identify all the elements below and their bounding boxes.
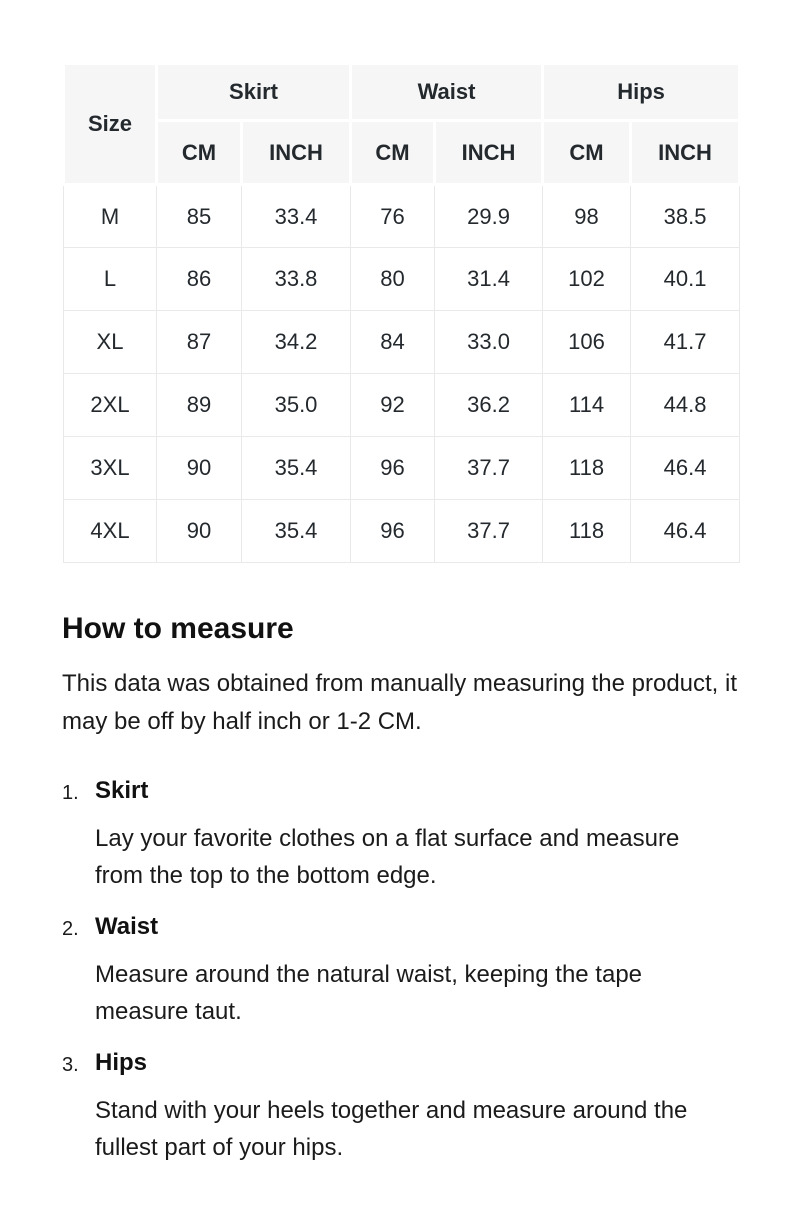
waist-cm-cell: 96 xyxy=(351,500,435,563)
skirt-cm-cell: 90 xyxy=(157,500,242,563)
waist-cm-cell: 96 xyxy=(351,437,435,500)
waist-inch-cell: 36.2 xyxy=(435,374,543,437)
list-item-number: 3. xyxy=(62,1054,79,1076)
waist-inch-cell: 37.7 xyxy=(435,437,543,500)
skirt-inch-cell: 34.2 xyxy=(242,311,351,374)
list-item-body xyxy=(95,913,738,1030)
size-cell: M xyxy=(64,185,157,248)
list-item-description: Measure around the natural waist, keeping the tape measure taut. xyxy=(95,961,643,1025)
skirt-inch-cell: 35.4 xyxy=(242,437,351,500)
column-group-skirt: Skirt xyxy=(157,64,351,121)
column-header-size: Size xyxy=(64,64,157,185)
column-group-hips: Hips xyxy=(543,64,740,121)
waist-inch-cell: 37.7 xyxy=(435,500,543,563)
hips-cm-cell: 114 xyxy=(543,374,631,437)
table-row xyxy=(64,437,740,500)
list-item-title: Skirt xyxy=(95,777,149,804)
size-cell: L xyxy=(64,248,157,311)
hips-cm-cell: 118 xyxy=(543,437,631,500)
hips-inch-cell: 40.1 xyxy=(631,248,740,311)
column-header-skirt-cm: CM xyxy=(157,121,242,185)
table-group-header-row xyxy=(64,64,740,121)
list-item-description: Lay your favorite clothes on a flat surface and measure from the top to the bottom edge. xyxy=(95,825,680,889)
hips-inch-cell: 41.7 xyxy=(631,311,740,374)
table-row xyxy=(64,500,740,563)
list-item-number: 1. xyxy=(62,782,79,804)
hips-cm-cell: 106 xyxy=(543,311,631,374)
list-item-number: 2. xyxy=(62,918,79,940)
skirt-inch-cell: 35.4 xyxy=(242,500,351,563)
hips-inch-cell: 38.5 xyxy=(631,185,740,248)
list-item-skirt xyxy=(62,777,738,894)
size-chart-table xyxy=(62,62,741,563)
size-cell: 2XL xyxy=(64,374,157,437)
size-cell: 4XL xyxy=(64,500,157,563)
skirt-cm-cell: 87 xyxy=(157,311,242,374)
list-item-title: Hips xyxy=(95,1049,148,1076)
column-header-hips-cm: CM xyxy=(543,121,631,185)
column-header-waist-inch: INCH xyxy=(435,121,543,185)
column-header-hips-inch: INCH xyxy=(631,121,740,185)
waist-inch-cell: 33.0 xyxy=(435,311,543,374)
skirt-cm-cell: 89 xyxy=(157,374,242,437)
hips-cm-cell: 118 xyxy=(543,500,631,563)
size-cell: 3XL xyxy=(64,437,157,500)
table-row xyxy=(64,374,740,437)
list-item-body xyxy=(95,777,738,894)
table-row xyxy=(64,185,740,248)
waist-cm-cell: 84 xyxy=(351,311,435,374)
hips-inch-cell: 46.4 xyxy=(631,500,740,563)
hips-inch-cell: 44.8 xyxy=(631,374,740,437)
waist-cm-cell: 80 xyxy=(351,248,435,311)
column-header-waist-cm: CM xyxy=(351,121,435,185)
hips-cm-cell: 98 xyxy=(543,185,631,248)
skirt-inch-cell: 33.8 xyxy=(242,248,351,311)
hips-inch-cell: 46.4 xyxy=(631,437,740,500)
skirt-inch-cell: 33.4 xyxy=(242,185,351,248)
size-cell: XL xyxy=(64,311,157,374)
column-header-skirt-inch: INCH xyxy=(242,121,351,185)
waist-cm-cell: 92 xyxy=(351,374,435,437)
measure-steps-list xyxy=(62,777,738,1166)
waist-inch-cell: 31.4 xyxy=(435,248,543,311)
waist-inch-cell: 29.9 xyxy=(435,185,543,248)
list-item-description: Stand with your heels together and measure around the fullest part of your hips. xyxy=(95,1097,688,1161)
skirt-cm-cell: 85 xyxy=(157,185,242,248)
list-item-title: Waist xyxy=(95,913,159,940)
skirt-cm-cell: 90 xyxy=(157,437,242,500)
table-row xyxy=(64,248,740,311)
hips-cm-cell: 102 xyxy=(543,248,631,311)
skirt-inch-cell: 35.0 xyxy=(242,374,351,437)
measure-disclaimer-text: This data was obtained from manually measuring the product, it may be off by half inch or 1-2 CM. xyxy=(62,670,738,735)
waist-cm-cell: 76 xyxy=(351,185,435,248)
list-item-hips xyxy=(62,1049,738,1166)
column-group-waist: Waist xyxy=(351,64,543,121)
table-row xyxy=(64,311,740,374)
list-item-waist xyxy=(62,913,738,1030)
list-item-body xyxy=(95,1049,738,1166)
skirt-cm-cell: 86 xyxy=(157,248,242,311)
how-to-measure-heading: How to measure xyxy=(62,612,294,645)
table-unit-header-row xyxy=(64,121,740,185)
